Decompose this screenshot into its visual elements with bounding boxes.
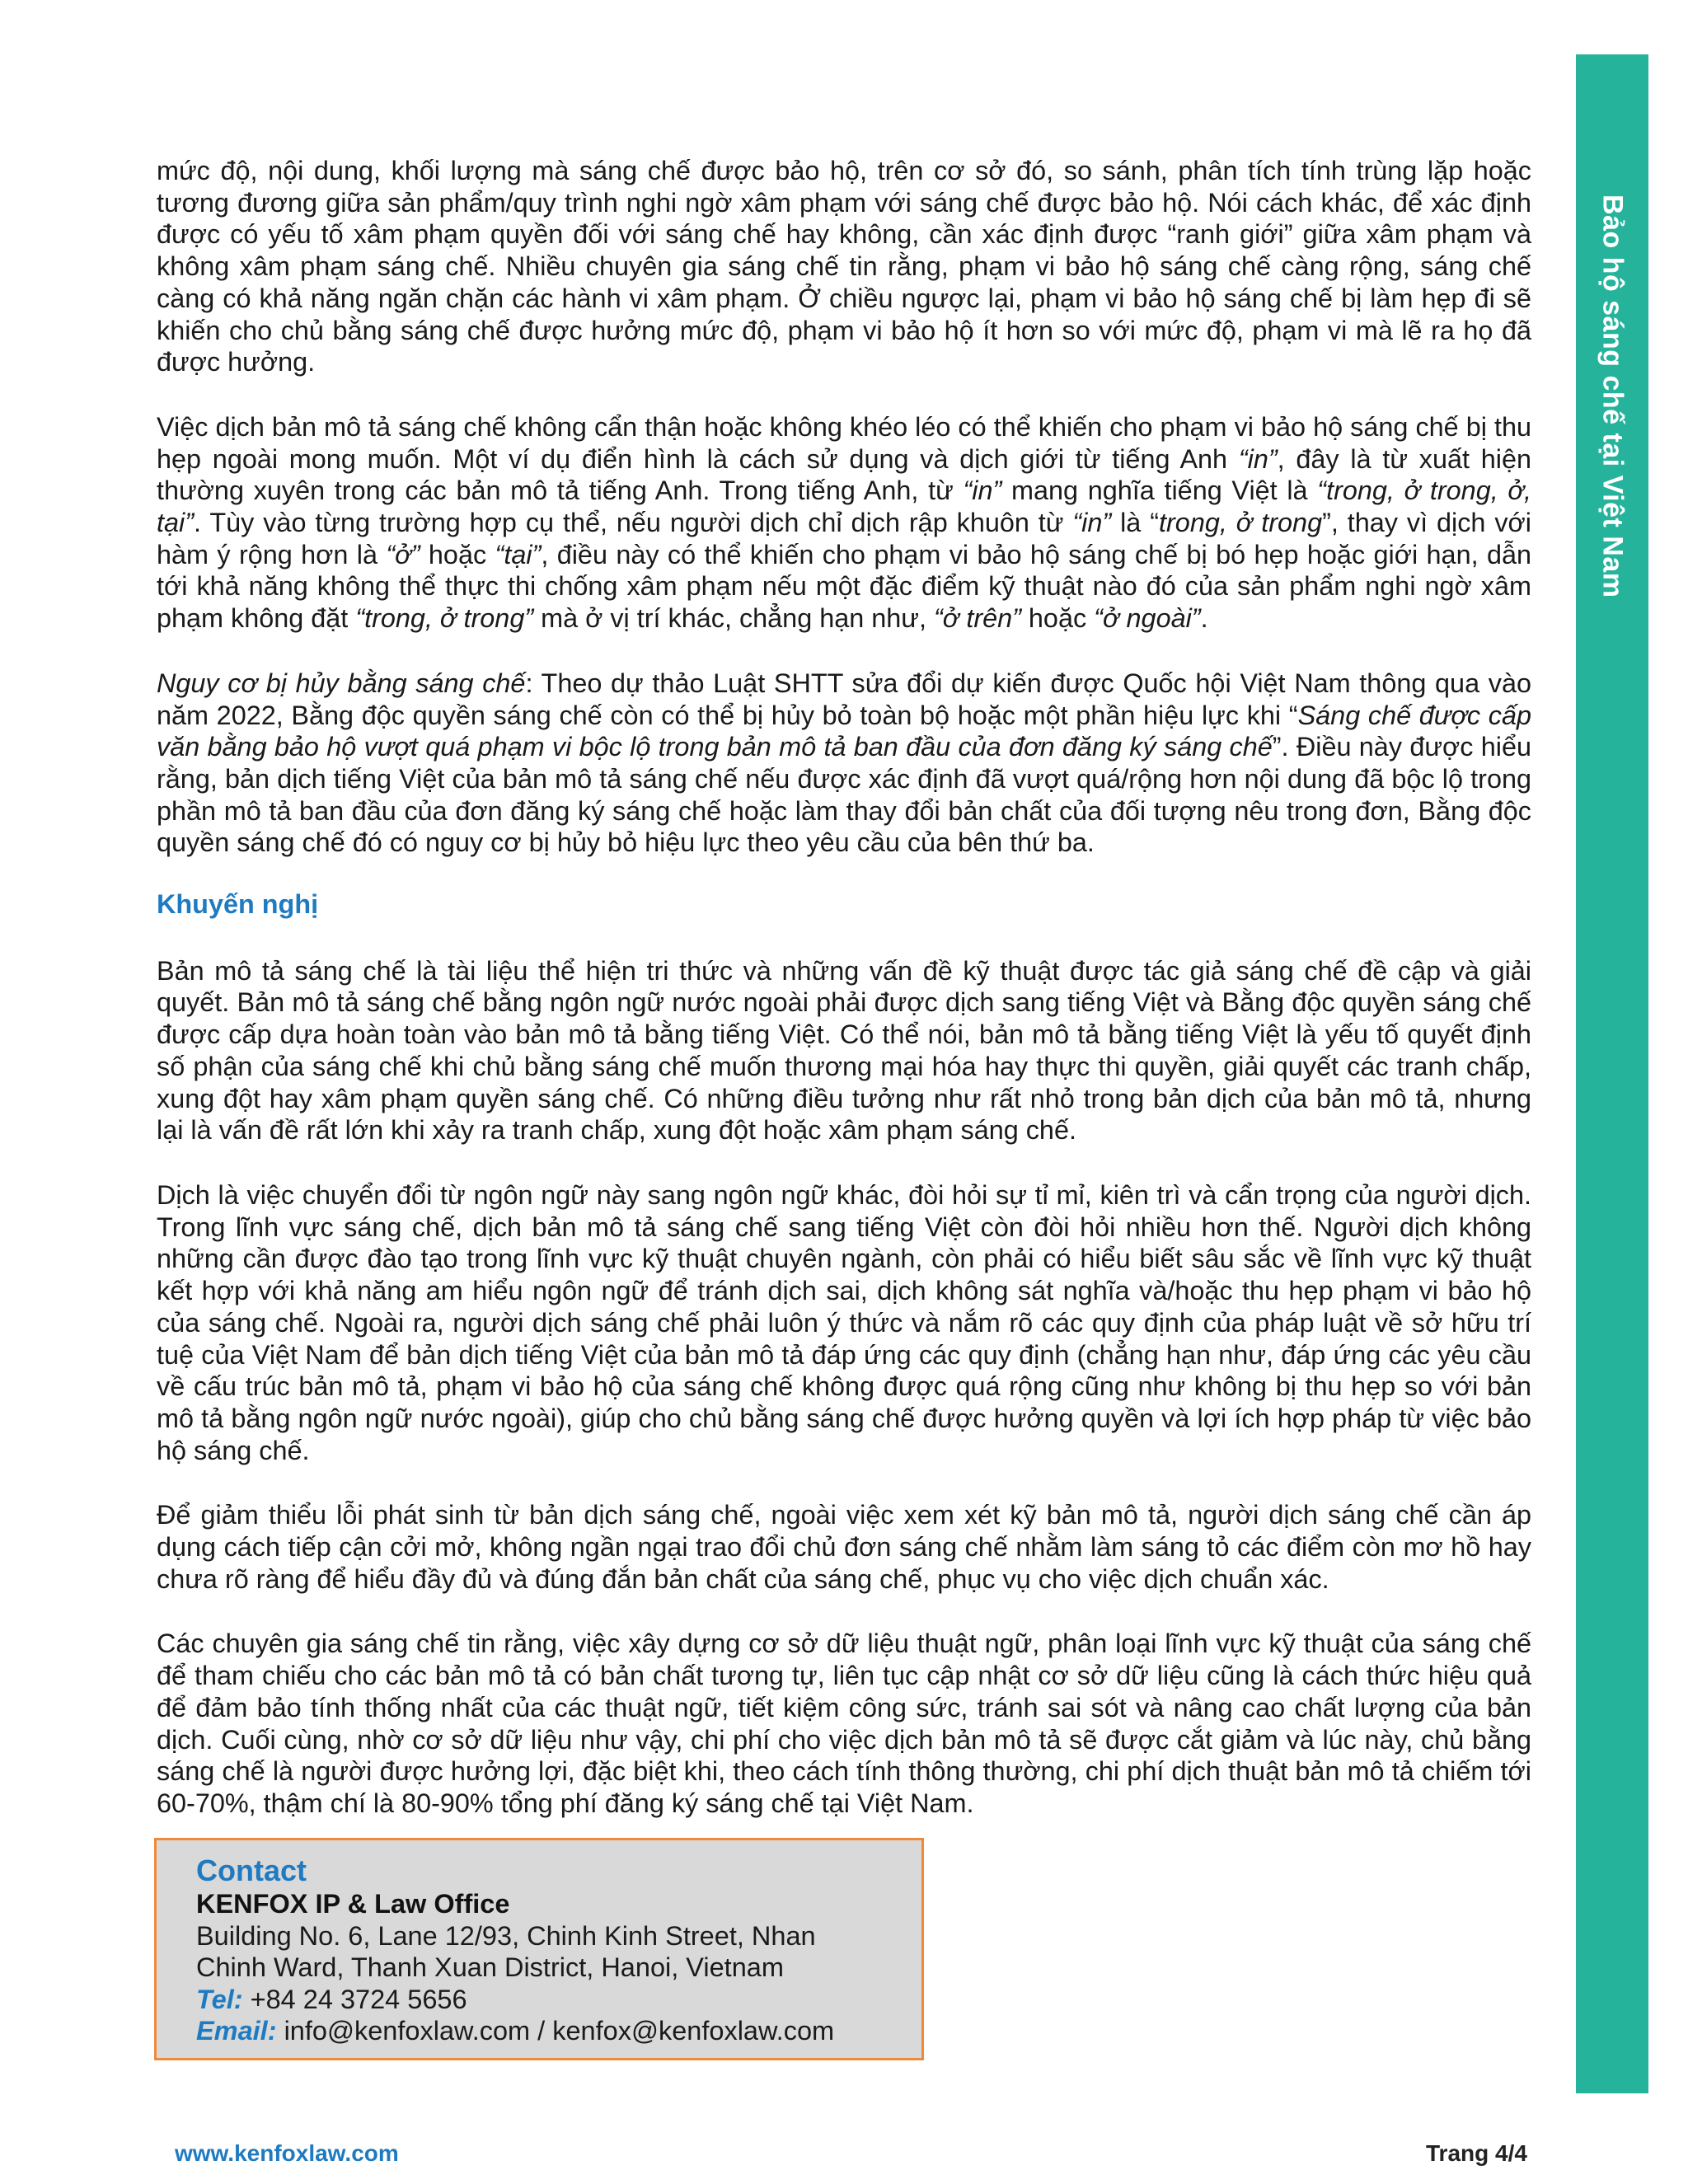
paragraph-2: Việc dịch bản mô tả sáng chế không cẩn thận hoặc không khéo léo có thể khiến cho phạm vi bảo hộ sáng chế bị thu hẹp ngoài mong muốn. Một ví dụ điển hình là cách sử dụng và dịch giới từ tiếng Anh “in”, đây là từ xuất hiện thường xuyên trong các bản mô tả tiếng Anh. Trong tiếng Anh, từ “in” mang nghĩa tiếng Việt là “trong, ở trong, ở, tại”. Tùy vào từng trường hợp cụ thể, nếu người dịch chỉ dịch rập khuôn từ “in” là “trong, ở trong”, thay vì dịch với hàm ý rộng hơn là “ở” hoặc “tại”, điều này có thể khiến cho phạm vi bảo hộ sáng chế bị bó hẹp hoặc giới hạn, dẫn tới khả năng không thể thực thi chống xâm phạm nếu một đặc điểm kỹ thuật nào đó của sản phẩm nghi ngờ xâm phạm không đặt “trong, ở trong” mà ở vị trí khác, chẳng hạn như, “ở trên” hoặc “ở ngoài”.: [157, 411, 1532, 634]
sidebar-title-text: Bảo hộ sáng chế tại Việt Nam: [1597, 194, 1629, 598]
contact-box: [154, 1838, 924, 2060]
paragraph-5: Dịch là việc chuyển đổi từ ngôn ngữ này sang ngôn ngữ khác, đòi hỏi sự tỉ mỉ, kiên trì và cẩn trọng của người dịch. Trong lĩnh vực sáng chế, dịch bản mô tả sáng chế sang tiếng Việt còn đòi hỏi nhiều hơn thế. Người dịch không những cần được đào tạo trong lĩnh vực kỹ thuật chuyên ngành, còn phải có hiểu biết sâu sắc về lĩnh vực kỹ thuật kết hợp với khả năng am hiểu ngôn ngữ để tránh dịch sai, dịch không sát nghĩa và/hoặc thu hẹp phạm vi bảo hộ của sáng chế. Ngoài ra, người dịch sáng chế phải luôn ý thức và nắm rõ các quy định của pháp luật về sở hữu trí tuệ của Việt Nam để bản dịch tiếng Việt của bản mô tả đáp ứng các quy định (chẳng hạn như, đáp ứng các yêu cầu về cấu trúc bản mô tả, phạm vi bảo hộ của sáng chế không được quá rộng cũng như không bị thu hẹp so với bản mô tả bằng ngôn ngữ nước ngoài), giúp cho chủ bằng sáng chế được hưởng quyền và lợi ích hợp pháp từ việc bảo hộ sáng chế.: [157, 1179, 1531, 1465]
paragraph-7: Các chuyên gia sáng chế tin rằng, việc xây dựng cơ sở dữ liệu thuật ngữ, phân loại lĩnh vực kỹ thuật của sáng chế để tham chiếu cho các bản mô tả có bản chất tương tự, liên tục cập nhật cơ sở dữ liệu cũng là cách thức hiệu quả để đảm bảo tính thống nhất của các thuật ngữ, tiết kiệm công sức, tránh sai sót và nâng cao chất lượng của bản dịch. Cuối cùng, nhờ cơ sở dữ liệu như vậy, chi phí cho việc dịch bản mô tả sẽ được cắt giảm và lúc này, chủ bằng sáng chế là người được hưởng lợi, đặc biệt khi, theo cách tính thông thường, chi phí dịch thuật bản mô tả chiếm tới 60-70%, thậm chí là 80-90% tổng phí đăng ký sáng chế tại Việt Nam.: [157, 1629, 1531, 1818]
tel-value[interactable]: +84 24 3724 5656: [250, 1984, 467, 2014]
footer-website-link[interactable]: www.kenfoxlaw.com: [175, 2140, 399, 2166]
section-heading: Khuyến nghị: [157, 889, 319, 920]
email-value[interactable]: info@kenfoxlaw.com / kenfox@kenfoxlaw.com: [284, 2016, 835, 2046]
contact-address-line1: Building No. 6, Lane 12/93, Chinh Kinh Street, Nhan: [196, 1920, 816, 1951]
paragraph-3: Nguy cơ bị hủy bằng sáng chế: Theo dự thảo Luật SHTT sửa đổi dự kiến được Quốc hội Việt Nam thông qua vào năm 2022, Bằng độc quyền sáng chế còn có thể bị hủy bỏ toàn bộ hoặc một phần hiệu lực khi “Sáng chế được cấp văn bằng bảo hộ vượt quá phạm vi bộc lộ trong bản mô tả ban đầu của đơn đăng ký sáng chế”. Điều này được hiểu rằng, bản dịch tiếng Việt của bản mô tả sáng chế nếu được xác định đã vượt quá/rộng hơn nội dung đã bộc lộ trong phần mô tả ban đầu của đơn đăng ký sáng chế hoặc làm thay đổi bản chất của đối tượng nêu trong đơn, Bằng độc quyền sáng chế đó có nguy cơ bị hủy bỏ hiệu lực theo yêu cầu của bên thứ ba.: [157, 668, 1532, 858]
contact-email: [196, 2015, 921, 2047]
article-body: [157, 155, 1531, 1853]
contact-title: Contact: [196, 1854, 307, 1887]
paragraph-4: Bản mô tả sáng chế là tài liệu thể hiện tri thức và những vấn đề kỹ thuật được tác giả sáng chế đề cập và giải quyết. Bản mô tả sáng chế bằng ngôn ngữ nước ngoài phải được dịch sang tiếng Việt và Bằng độc quyền sáng chế được cấp dựa hoàn toàn vào bản mô tả bằng tiếng Việt. Có thể nói, bản mô tả bằng tiếng Việt là yếu tố quyết định số phận của sáng chế khi chủ bằng sáng chế muốn thương mại hóa hay thực thi quyền, giải quyết các tranh chấp, xung đột hay xâm phạm quyền sáng chế. Có những điều tưởng như rất nhỏ trong bản dịch của bản mô tả, nhưng lại là vấn đề rất lớn khi xảy ra tranh chấp, xung đột hoặc xâm phạm sáng chế.: [157, 955, 1531, 1146]
contact-address-line2: Chinh Ward, Thanh Xuan District, Hanoi, Vietnam: [196, 1952, 784, 1982]
email-label: Email:: [196, 2016, 277, 2046]
paragraph-6: Để giảm thiểu lỗi phát sinh từ bản dịch sáng chế, ngoài việc xem xét kỹ bản mô tả, người dịch sáng chế cần áp dụng cách tiếp cận cởi mở, không ngần ngại trao đổi chủ đơn sáng chế nhằm làm sáng tỏ các điểm còn mơ hồ hay chưa rõ ràng để hiểu đầy đủ và đúng đắn bản chất của sáng chế, phục vụ cho việc dịch chuẩn xác.: [157, 1500, 1531, 1594]
footer-page-number: Trang 4/4: [1426, 2140, 1527, 2166]
contact-org: KENFOX IP & Law Office: [196, 1889, 510, 1919]
paragraph-1: mức độ, nội dung, khối lượng mà sáng chế được bảo hộ, trên cơ sở đó, so sánh, phân tích tính trùng lặp hoặc tương đương giữa sản phẩm/quy trình nghi ngờ xâm phạm với sáng chế được bảo hộ. Nói cách khác, để xác định được có yếu tố xâm phạm quyền đối với sáng chế hay không, cần xác định được “ranh giới” giữa xâm phạm và không xâm phạm sáng chế. Nhiều chuyên gia sáng chế tin rằng, phạm vi bảo hộ sáng chế càng rộng, sáng chế càng có khả năng ngăn chặn các hành vi xâm phạm. Ở chiều ngược lại, phạm vi bảo hộ sáng chế bị làm hẹp đi sẽ khiến cho chủ bằng sáng chế được hưởng mức độ, phạm vi bảo hộ ít hơn so với mức độ, phạm vi mà lẽ ra họ đã được hưởng.: [157, 156, 1531, 377]
tel-label: Tel:: [196, 1984, 243, 2014]
contact-tel: [196, 1984, 921, 2016]
sidebar-title: [1576, 54, 1648, 2093]
